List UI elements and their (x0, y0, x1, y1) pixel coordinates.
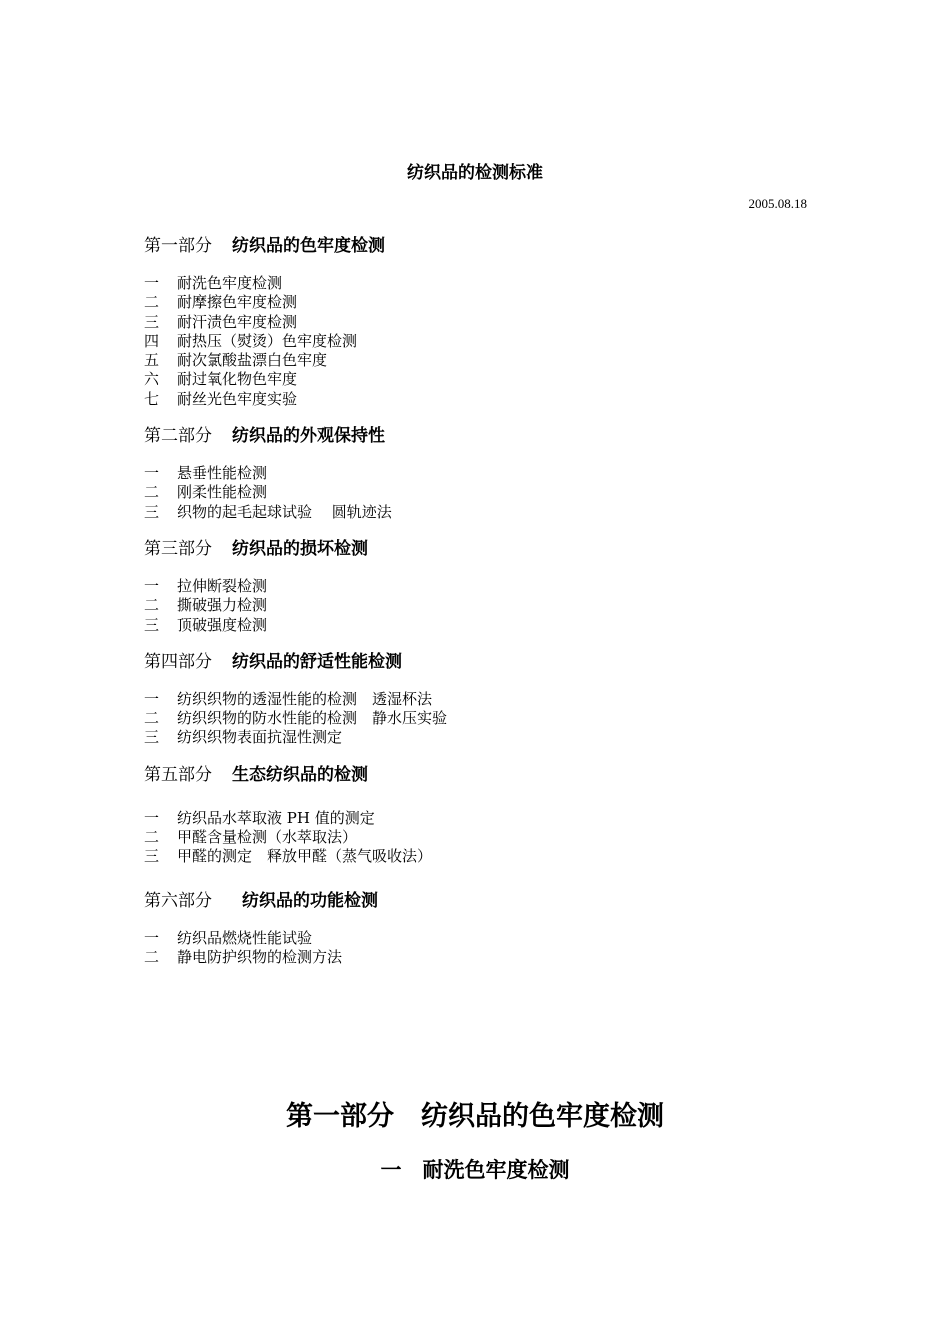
toc-section-2 (144, 424, 824, 522)
list-item (144, 809, 824, 828)
item-number: 七 (144, 389, 160, 408)
item-number: 三 (144, 847, 160, 866)
section-heading (144, 537, 824, 561)
list-item (144, 293, 824, 312)
item-text: 静电防护织物的检测方法 (177, 947, 343, 966)
list-item (144, 483, 824, 502)
item-text: 纺织品燃烧性能试验 (177, 928, 313, 947)
list-item (144, 313, 824, 332)
item-number: 二 (144, 596, 160, 615)
section-heading (144, 234, 824, 258)
item-text: 耐丝光色牢度实验 (177, 389, 298, 408)
item-text: 耐摩擦色牢度检测 (177, 293, 298, 312)
item-text: 耐过氧化物色牢度 (177, 370, 298, 389)
list-item (144, 709, 824, 728)
item-text: 甲醛的测定 释放甲醛（蒸气吸收法） (177, 847, 433, 866)
list-item (144, 828, 824, 847)
item-number: 一 (144, 928, 160, 947)
list-item (144, 596, 824, 615)
item-number: 二 (144, 947, 160, 966)
toc-section-3 (144, 537, 824, 635)
section-items (144, 690, 824, 748)
item-text: 耐热压（熨烫）色牢度检测 (177, 331, 358, 350)
document-date: 2005.08.18 (748, 196, 807, 211)
section-part-label: 第二部分 (144, 426, 212, 447)
toc-section-6 (144, 889, 824, 968)
body-part-heading: 第一部分 纺织品的色牢度检测 (286, 1101, 664, 1132)
section-items (144, 929, 824, 968)
item-text: 顶破强度检测 (177, 615, 268, 634)
item-number: 二 (144, 293, 160, 312)
section-name: 纺织品的损坏检测 (232, 538, 368, 559)
item-text: 甲醛含量检测（水萃取法） (177, 828, 358, 847)
item-number: 三 (144, 502, 160, 521)
item-number: 三 (144, 615, 160, 634)
item-text: 织物的起毛起球试验 圆轨迹法 (177, 502, 392, 521)
section-heading (144, 650, 824, 674)
list-item (144, 690, 824, 709)
table-of-contents (144, 234, 824, 967)
item-text: 拉伸断裂检测 (177, 576, 268, 595)
list-item (144, 274, 824, 293)
section-heading (144, 424, 824, 448)
item-text: 纺织织物的透湿性能的检测 透湿杯法 (177, 689, 433, 708)
item-number: 三 (144, 312, 160, 331)
section-part-label: 第四部分 (144, 651, 212, 672)
item-text: 耐汗渍色牢度检测 (177, 312, 298, 331)
item-text: 纺织织物的防水性能的检测 静水压实验 (177, 709, 448, 728)
list-item (144, 464, 824, 483)
list-item (144, 577, 824, 596)
item-text: 撕破强力检测 (177, 596, 268, 615)
item-number: 一 (144, 808, 160, 827)
section-items (144, 274, 824, 409)
item-number: 一 (144, 274, 160, 292)
item-number: 四 (144, 331, 160, 350)
item-text: 悬垂性能检测 (177, 464, 268, 483)
section-heading (144, 889, 824, 913)
item-text: 纺织品水萃取液 PH 值的测定 (177, 808, 375, 827)
list-item (144, 370, 824, 389)
toc-section-5 (144, 763, 824, 867)
section-name: 纺织品的功能检测 (242, 890, 378, 911)
item-text: 刚柔性能检测 (177, 483, 268, 502)
document-title: 纺织品的检测标准 (407, 163, 543, 183)
item-number: 一 (144, 576, 160, 595)
list-item (144, 847, 824, 866)
section-part-label: 第六部分 (144, 890, 212, 911)
section-name: 纺织品的色牢度检测 (232, 236, 385, 256)
item-number: 二 (144, 483, 160, 502)
section-name: 纺织品的外观保持性 (232, 426, 385, 447)
list-item (144, 728, 824, 747)
list-item (144, 351, 824, 370)
toc-section-1 (144, 234, 824, 409)
section-items (144, 577, 824, 635)
item-text: 耐洗色牢度检测 (177, 274, 283, 292)
item-text: 纺织织物表面抗湿性测定 (177, 728, 343, 747)
list-item (144, 948, 824, 967)
list-item (144, 929, 824, 948)
toc-section-4 (144, 650, 824, 748)
list-item (144, 390, 824, 409)
list-item (144, 503, 824, 522)
section-items (144, 464, 824, 522)
section-part-label: 第一部分 (144, 236, 212, 256)
item-number: 一 (144, 689, 160, 708)
section-heading (144, 763, 824, 787)
item-number: 二 (144, 709, 160, 728)
item-number: 一 (144, 464, 160, 483)
item-number: 三 (144, 728, 160, 747)
item-number: 六 (144, 370, 160, 389)
section-name: 生态纺织品的检测 (232, 764, 368, 785)
section-part-label: 第三部分 (144, 538, 212, 559)
list-item (144, 332, 824, 351)
section-name: 纺织品的舒适性能检测 (232, 651, 402, 672)
section-part-label: 第五部分 (144, 764, 212, 785)
item-number: 二 (144, 828, 160, 847)
body-sub-heading: 一 耐洗色牢度检测 (380, 1158, 570, 1182)
item-number: 五 (144, 351, 160, 370)
item-text: 耐次氯酸盐漂白色牢度 (177, 351, 328, 370)
section-items (144, 809, 824, 867)
list-item (144, 616, 824, 635)
